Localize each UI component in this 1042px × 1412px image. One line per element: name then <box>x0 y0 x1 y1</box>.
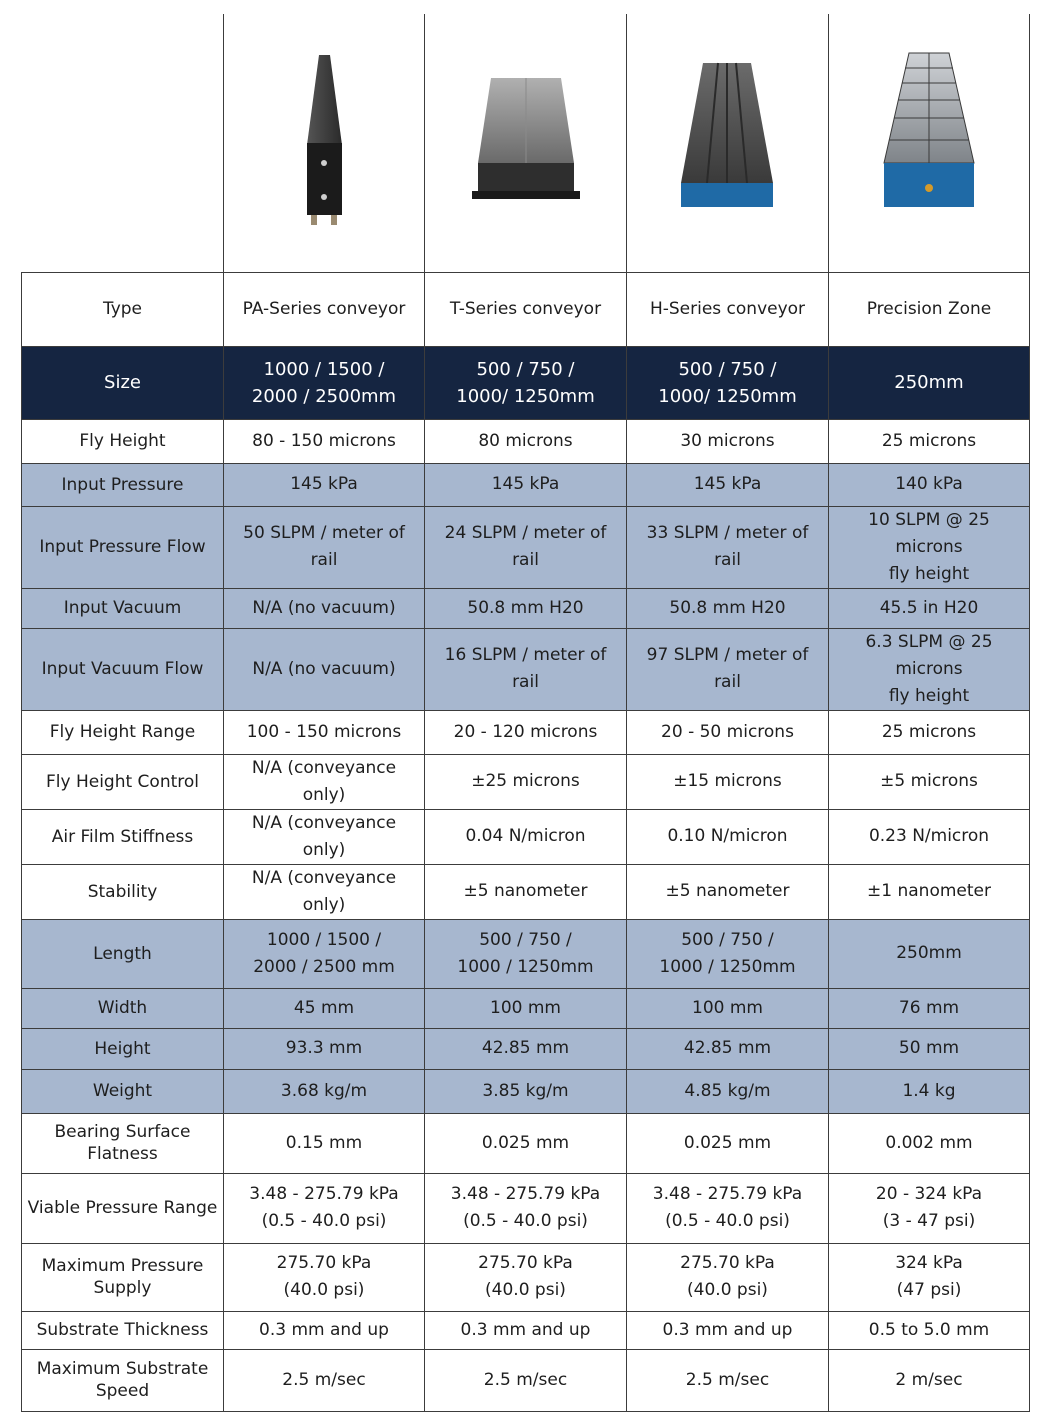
row-fly-height-range <box>22 710 1030 754</box>
row-value: N/A (conveyance only) <box>224 809 425 864</box>
row-value: 33 SLPM / meter of rail <box>627 506 829 588</box>
header-product-name: T-Series conveyor <box>425 272 627 346</box>
row-maximum-pressure-supply <box>22 1243 1030 1311</box>
header-product-name: PA-Series conveyor <box>224 272 425 346</box>
row-value: 10 SLPM @ 25 microns fly height <box>829 506 1030 588</box>
header-type-label: Type <box>22 272 224 346</box>
row-label: Fly Height Range <box>22 710 224 754</box>
row-value: 1000 / 1500 / 2000 / 2500 mm <box>224 919 425 988</box>
row-input-pressure <box>22 463 1030 506</box>
row-value: 0.3 mm and up <box>224 1311 425 1349</box>
row-value: 20 - 50 microns <box>627 710 829 754</box>
row-value: 145 kPa <box>627 463 829 506</box>
row-value: ±5 nanometer <box>425 864 627 919</box>
row-size <box>22 346 1030 419</box>
row-value: 145 kPa <box>224 463 425 506</box>
row-value: 0.5 to 5.0 mm <box>829 1311 1030 1349</box>
precision-zone-image <box>864 48 994 238</box>
row-label: Air Film Stiffness <box>22 809 224 864</box>
row-value: 500 / 750 / 1000 / 1250mm <box>627 919 829 988</box>
row-value: 20 - 120 microns <box>425 710 627 754</box>
row-label: Size <box>22 346 224 419</box>
row-value: 76 mm <box>829 988 1030 1028</box>
row-value: 0.025 mm <box>425 1113 627 1173</box>
row-value: 30 microns <box>627 419 829 463</box>
row-value: 3.68 kg/m <box>224 1069 425 1113</box>
row-value: 2.5 m/sec <box>627 1349 829 1411</box>
row-value: ±25 microns <box>425 754 627 809</box>
row-label: Bearing Surface Flatness <box>22 1113 224 1173</box>
row-value: ±5 nanometer <box>627 864 829 919</box>
row-air-film-stiffness <box>22 809 1030 864</box>
row-label: Maximum Pressure Supply <box>22 1243 224 1311</box>
row-value: 24 SLPM / meter of rail <box>425 506 627 588</box>
row-value: 45 mm <box>224 988 425 1028</box>
header-product-name: Precision Zone <box>829 272 1030 346</box>
row-height <box>22 1028 1030 1069</box>
row-value: 500 / 750 / 1000/ 1250mm <box>425 346 627 419</box>
row-value: 3.48 - 275.79 kPa (0.5 - 40.0 psi) <box>627 1173 829 1243</box>
row-value: N/A (no vacuum) <box>224 588 425 628</box>
row-label: Input Pressure Flow <box>22 506 224 588</box>
t-series-conveyor-image <box>466 68 586 218</box>
row-length <box>22 919 1030 988</box>
row-label: Weight <box>22 1069 224 1113</box>
row-value: 0.002 mm <box>829 1113 1030 1173</box>
row-value: 324 kPa (47 psi) <box>829 1243 1030 1311</box>
row-weight <box>22 1069 1030 1113</box>
empty-corner-cell <box>22 14 224 272</box>
row-value: 145 kPa <box>425 463 627 506</box>
row-value: 2.5 m/sec <box>224 1349 425 1411</box>
row-label: Input Pressure <box>22 463 224 506</box>
row-label: Length <box>22 919 224 988</box>
row-value: 0.23 N/micron <box>829 809 1030 864</box>
row-label: Fly Height <box>22 419 224 463</box>
row-fly-height <box>22 419 1030 463</box>
row-value: 6.3 SLPM @ 25 microns fly height <box>829 628 1030 710</box>
row-input-pressure-flow <box>22 506 1030 588</box>
row-value: 0.04 N/micron <box>425 809 627 864</box>
row-value: 0.025 mm <box>627 1113 829 1173</box>
row-label: Viable Pressure Range <box>22 1173 224 1243</box>
row-value: 1.4 kg <box>829 1069 1030 1113</box>
row-label: Substrate Thickness <box>22 1311 224 1349</box>
row-value: 45.5 in H20 <box>829 588 1030 628</box>
row-value: 50.8 mm H20 <box>627 588 829 628</box>
row-label: Fly Height Control <box>22 754 224 809</box>
row-value: 80 - 150 microns <box>224 419 425 463</box>
row-value: 140 kPa <box>829 463 1030 506</box>
row-input-vacuum <box>22 588 1030 628</box>
row-value: 2 m/sec <box>829 1349 1030 1411</box>
row-label: Input Vacuum <box>22 588 224 628</box>
row-label: Input Vacuum Flow <box>22 628 224 710</box>
h-series-image-cell <box>627 14 829 272</box>
row-value: N/A (conveyance only) <box>224 754 425 809</box>
row-value: 4.85 kg/m <box>627 1069 829 1113</box>
row-value: 0.3 mm and up <box>627 1311 829 1349</box>
header-product-name: H-Series conveyor <box>627 272 829 346</box>
row-label: Stability <box>22 864 224 919</box>
row-value: 2.5 m/sec <box>425 1349 627 1411</box>
row-value: ±1 nanometer <box>829 864 1030 919</box>
row-value: 275.70 kPa (40.0 psi) <box>224 1243 425 1311</box>
row-value: 0.3 mm and up <box>425 1311 627 1349</box>
row-value: N/A (conveyance only) <box>224 864 425 919</box>
row-value: 3.48 - 275.79 kPa (0.5 - 40.0 psi) <box>425 1173 627 1243</box>
row-value: 1000 / 1500 / 2000 / 2500mm <box>224 346 425 419</box>
product-image-row <box>22 14 1030 272</box>
header-row <box>22 272 1030 346</box>
row-maximum-substrate-speed <box>22 1349 1030 1411</box>
t-series-image-cell <box>425 14 627 272</box>
row-value: 50 SLPM / meter of rail <box>224 506 425 588</box>
precision-zone-image-cell <box>829 14 1030 272</box>
row-input-vacuum-flow <box>22 628 1030 710</box>
row-bearing-surface-flatness <box>22 1113 1030 1173</box>
row-value: 42.85 mm <box>425 1028 627 1069</box>
h-series-conveyor-image <box>663 53 793 233</box>
row-value: 50.8 mm H20 <box>425 588 627 628</box>
row-value: 100 mm <box>425 988 627 1028</box>
row-value: 97 SLPM / meter of rail <box>627 628 829 710</box>
row-value: 25 microns <box>829 419 1030 463</box>
row-value: 275.70 kPa (40.0 psi) <box>425 1243 627 1311</box>
row-value: 3.48 - 275.79 kPa (0.5 - 40.0 psi) <box>224 1173 425 1243</box>
row-substrate-thickness <box>22 1311 1030 1349</box>
row-label: Height <box>22 1028 224 1069</box>
row-fly-height-control <box>22 754 1030 809</box>
row-value: 25 microns <box>829 710 1030 754</box>
row-value: 80 microns <box>425 419 627 463</box>
spec-sheet <box>21 14 1029 1412</box>
row-value: 275.70 kPa (40.0 psi) <box>627 1243 829 1311</box>
row-value: 50 mm <box>829 1028 1030 1069</box>
row-label: Width <box>22 988 224 1028</box>
row-value: 100 mm <box>627 988 829 1028</box>
row-label: Maximum Substrate Speed <box>22 1349 224 1411</box>
row-value: N/A (no vacuum) <box>224 628 425 710</box>
row-value: 20 - 324 kPa (3 - 47 psi) <box>829 1173 1030 1243</box>
row-value: 250mm <box>829 346 1030 419</box>
row-value: ±5 microns <box>829 754 1030 809</box>
row-value: 3.85 kg/m <box>425 1069 627 1113</box>
row-width <box>22 988 1030 1028</box>
row-value: 0.15 mm <box>224 1113 425 1173</box>
row-value: 250mm <box>829 919 1030 988</box>
row-value: 100 - 150 microns <box>224 710 425 754</box>
row-value: ±15 microns <box>627 754 829 809</box>
pa-series-conveyor-image <box>264 53 384 233</box>
pa-series-image-cell <box>224 14 425 272</box>
row-value: 500 / 750 / 1000 / 1250mm <box>425 919 627 988</box>
row-value: 42.85 mm <box>627 1028 829 1069</box>
row-stability <box>22 864 1030 919</box>
row-value: 16 SLPM / meter of rail <box>425 628 627 710</box>
comparison-table <box>21 14 1030 1412</box>
row-value: 500 / 750 / 1000/ 1250mm <box>627 346 829 419</box>
row-value: 0.10 N/micron <box>627 809 829 864</box>
row-value: 93.3 mm <box>224 1028 425 1069</box>
row-viable-pressure-range <box>22 1173 1030 1243</box>
